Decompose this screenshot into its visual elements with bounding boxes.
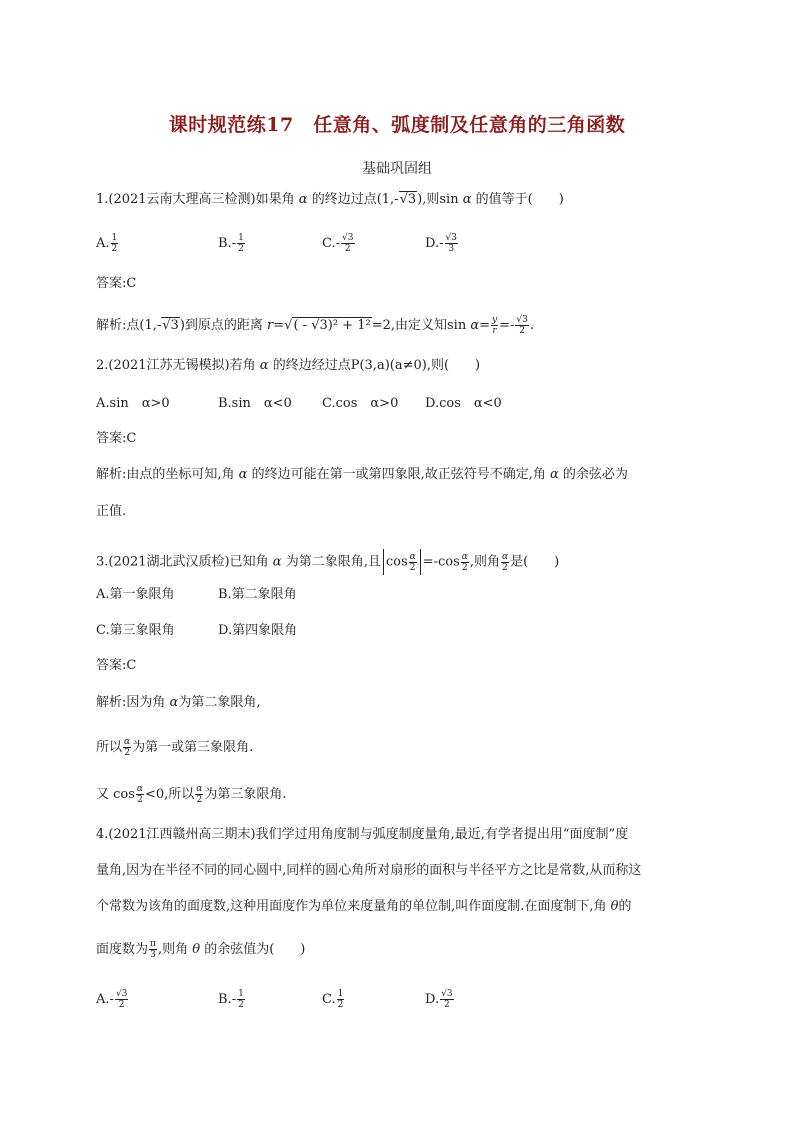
q4-line4: [96, 939, 305, 960]
q4-theta-2: θ: [192, 942, 201, 957]
q2-exp1-a: 解析:由点的坐标可知,角: [96, 467, 235, 482]
q3-stem-a: 3.(2021湖北武汉质检)已知角: [96, 554, 269, 570]
q4-pi-frac: [149, 939, 157, 960]
q1-exp-c: =: [273, 318, 285, 333]
q2-exp1-b: 的终边可能在第一或第四象限,故正弦符号不确定,角: [251, 467, 546, 482]
q1-option-c-label: C.: [322, 236, 336, 251]
q3-answer: 答案:C: [96, 658, 137, 673]
q4-option-b: [218, 989, 246, 1010]
q1-explanation: 解析:点(1,-√3)到原点的距离 r=√( - √3)² + 1²=2,由定义知sin α= $\frac{y}{r}$ =- $\frac{√3}{2}$ .: [96, 315, 535, 336]
q2-exp-alpha-2: α: [549, 467, 559, 482]
q3-stem-c: =-cos: [422, 554, 460, 570]
q1-exp-d: =2,由定义知sin: [371, 318, 467, 333]
q4-option-a-sign: -: [109, 992, 114, 1007]
q2-exp1-c: 的余弦必为: [562, 467, 628, 482]
q3-abs-bar-right: [420, 549, 421, 575]
q4-option-b-num: 1: [238, 989, 244, 999]
q2-stem-text-b: 的终边经过点: [272, 358, 351, 373]
q4-option-a-frac: [115, 989, 128, 1010]
q4-line3: [96, 898, 632, 916]
q4-option-d-num: √3: [441, 989, 453, 999]
q3-exp2-frac-den: 2: [124, 748, 130, 758]
q1-option-a-frac: [111, 233, 119, 254]
q1-option-d-num: √3: [445, 233, 457, 243]
q1-exp-b: )到原点的距离: [179, 318, 263, 333]
q1-answer: 答案:C: [96, 276, 137, 291]
q4-option-b-frac: [237, 989, 245, 1010]
q1-option-c-frac: [341, 233, 354, 254]
q1-option-c-sign: -: [335, 236, 341, 251]
q4-option-d-frac: [440, 989, 453, 1010]
q4-line3-b: 的: [618, 899, 632, 914]
q1-sqrt3: √3: [399, 192, 417, 207]
q1-exp-frac-result: [515, 315, 528, 336]
q1-option-d-sign: -: [439, 236, 444, 251]
section-subtitle: 基础巩固组: [362, 161, 432, 177]
q1-option-d: [425, 233, 459, 254]
q4-option-a: [96, 989, 129, 1010]
q3-frac-2-den: 2: [461, 562, 468, 573]
q1-stem-text-a: 1.(2021云南大理高三检测)如果角: [96, 192, 295, 207]
q2-alpha: α: [259, 358, 269, 373]
q2-explanation-line1: [96, 466, 628, 484]
q4-option-c: [322, 989, 345, 1010]
q1-exp-f: =: [479, 318, 491, 333]
q4-option-c-den: 2: [337, 1000, 344, 1010]
q3-exp3-frac-1-den: 2: [137, 795, 143, 805]
q3-cos: cos: [385, 554, 408, 570]
q4-option-d-label: D.: [425, 992, 440, 1007]
q1-option-b-sign: -: [231, 236, 237, 251]
q3-option-b: B.第二象限角: [218, 587, 297, 602]
q1-alpha: α: [298, 192, 308, 207]
q4-line1: 4.(2021江西赣州高三期末)我们学过用角度制与弧度制度量角,最近,有学者提出用“面度制”度: [96, 827, 629, 842]
q2-stem: [96, 357, 480, 375]
q3-exp2-b: 为第一或第三象限角.: [132, 740, 254, 755]
q3-exp2-frac-num: α: [124, 737, 131, 747]
q3-frac-2: [461, 552, 469, 573]
q1-option-c-num: √3: [342, 233, 354, 243]
q3-exp1-a: 解析:因为角: [96, 695, 166, 710]
q3-explanation-line1: [96, 694, 260, 712]
q1-exp-rr: r: [492, 326, 497, 336]
q2-option-a: A.sin α>0: [96, 396, 170, 411]
q3-stem-b: 为第二象限角,且: [285, 554, 381, 570]
q4-option-b-den: 2: [238, 1000, 244, 1010]
q1-exp-sqrt3: √3: [162, 318, 179, 333]
q1-exp-radicand: ( - √3)² + 1²: [293, 318, 371, 333]
q1-stem-text-d: 的值等于( ): [475, 192, 564, 207]
q3-exp3-frac-2: [195, 784, 203, 805]
q3-option-c: C.第三象限角: [96, 623, 175, 638]
q3-frac-3-den: 2: [502, 562, 508, 573]
q3-stem: [96, 549, 559, 575]
q2-explanation-line2: 正值.: [96, 504, 127, 519]
q3-exp2-frac: [123, 737, 131, 758]
q4-pi-num: π: [150, 939, 156, 949]
q1-option-d-label: D.: [425, 236, 440, 251]
q4-option-a-label: A.: [96, 992, 110, 1007]
q4-option-c-num: 1: [337, 989, 344, 999]
q4-option-d-den: 2: [443, 1000, 450, 1010]
q3-exp3-frac-1: [136, 784, 144, 805]
q1-stem-text-b: 的终边过点(1,-: [311, 192, 399, 207]
q4-line4-a: 面度数为: [96, 942, 149, 957]
q1-exp-end: .: [529, 318, 535, 333]
q3-exp3-frac-2-num: α: [196, 784, 203, 794]
q3-exp3-frac-2-den: 2: [196, 795, 203, 805]
q2-option-b: B.sin α<0: [218, 396, 292, 411]
q3-option-d: D.第四象限角: [218, 623, 298, 638]
q1-option-a: [96, 233, 119, 254]
page-title: 课时规范练17 任意角、弧度制及任意角的三角函数: [168, 114, 626, 136]
q2-stem-text: 2.(2021江苏无锡模拟)若角: [96, 358, 256, 373]
q4-option-b-sign: -: [231, 992, 237, 1007]
q3-exp3-a: 又 cos: [96, 787, 135, 802]
q3-exp1-b: 为第二象限角,: [178, 695, 261, 710]
q1-sqrt3-value: 3: [407, 192, 417, 207]
q1-option-b-label: B.: [218, 236, 232, 251]
q2-point: P(3,a)(a≠0),则( ): [350, 358, 481, 373]
q3-exp-alpha: α: [169, 695, 179, 710]
q4-line2: 量角,因为在半径不同的同心圆中,同样的圆心角所对扇形的面积与半径平方之比是常数,从而称这: [96, 863, 642, 878]
q4-pi-den: 3: [150, 950, 156, 960]
q3-exp3-b: <0,所以: [145, 787, 195, 802]
q1-stem-text-c: ),则sin: [417, 192, 459, 207]
q3-abs-bar-left: [383, 549, 384, 575]
q3-stem-e: 是( ): [510, 554, 560, 570]
q1-exp-result-num: √3: [516, 315, 528, 325]
q1-exp-g: =-: [499, 318, 515, 333]
q3-exp3-c: 为第三象限角.: [204, 787, 287, 802]
q4-option-c-label: C.: [322, 992, 336, 1007]
q1-option-b-den: 2: [238, 244, 244, 254]
q1-option-a-num: 1: [111, 233, 118, 243]
q3-stem-d: ,则角: [469, 554, 500, 570]
q4-theta: θ: [610, 899, 619, 914]
q1-option-a-label: A.: [96, 236, 110, 251]
q1-exp-y: y: [492, 315, 498, 325]
q1-exp-result-den: 2: [519, 326, 525, 336]
q3-explanation-line2: [96, 737, 253, 758]
q3-frac-2-num: α: [461, 551, 468, 562]
q3-frac-1-num: α: [409, 551, 416, 562]
q1-option-b-num: 1: [238, 233, 244, 243]
q4-option-a-num: √3: [115, 989, 128, 999]
q3-explanation-line3: [96, 784, 287, 805]
q3-frac-1: [409, 552, 417, 573]
q3-frac-3-num: α: [502, 551, 509, 562]
q1-exp-frac-yr: [491, 315, 498, 336]
q1-option-b-frac: [237, 233, 245, 254]
q3-alpha: α: [272, 554, 282, 570]
q3-option-a: A.第一象限角: [96, 587, 175, 602]
q1-option-c-den: 2: [344, 244, 351, 254]
q4-option-c-frac: [337, 989, 345, 1010]
q1-stem: [96, 191, 564, 209]
q3-frac-3: [501, 552, 509, 573]
q4-line4-b: ,则角: [157, 942, 189, 957]
q1-option-d-frac: [445, 233, 458, 254]
q1-exp-alpha: α: [470, 318, 480, 333]
q3-frac-1-den: 2: [409, 562, 416, 573]
q3-exp3-frac-1-num: α: [136, 784, 143, 794]
q3-exp2-a: 所以: [96, 740, 123, 755]
q1-exp-r: r: [267, 318, 274, 333]
q1-option-b: [218, 233, 246, 254]
q4-line4-c: 的余弦值为( ): [204, 942, 306, 957]
q2-exp-alpha: α: [238, 467, 248, 482]
q4-option-a-den: 2: [118, 1000, 125, 1010]
q1-exp-sqrt3-value: 3: [170, 318, 179, 333]
q1-exp-a: 解析:点(1,-: [96, 318, 162, 333]
q2-option-c: C.cos α>0: [322, 396, 399, 411]
q4-option-d: [425, 989, 455, 1010]
q4-option-b-label: B.: [218, 992, 232, 1007]
q2-option-d: D.cos α<0: [425, 396, 502, 411]
q4-line3-text: 个常数为该角的面度数,这种用面度作为单位来度量角的单位制,叫作面度制.在面度制下,角: [96, 899, 607, 914]
q2-answer: 答案:C: [96, 431, 137, 446]
q1-option-a-den: 2: [111, 244, 118, 254]
q1-option-c: [322, 233, 356, 254]
q1-option-d-den: 3: [448, 244, 455, 254]
q1-alpha-2: α: [462, 192, 472, 207]
